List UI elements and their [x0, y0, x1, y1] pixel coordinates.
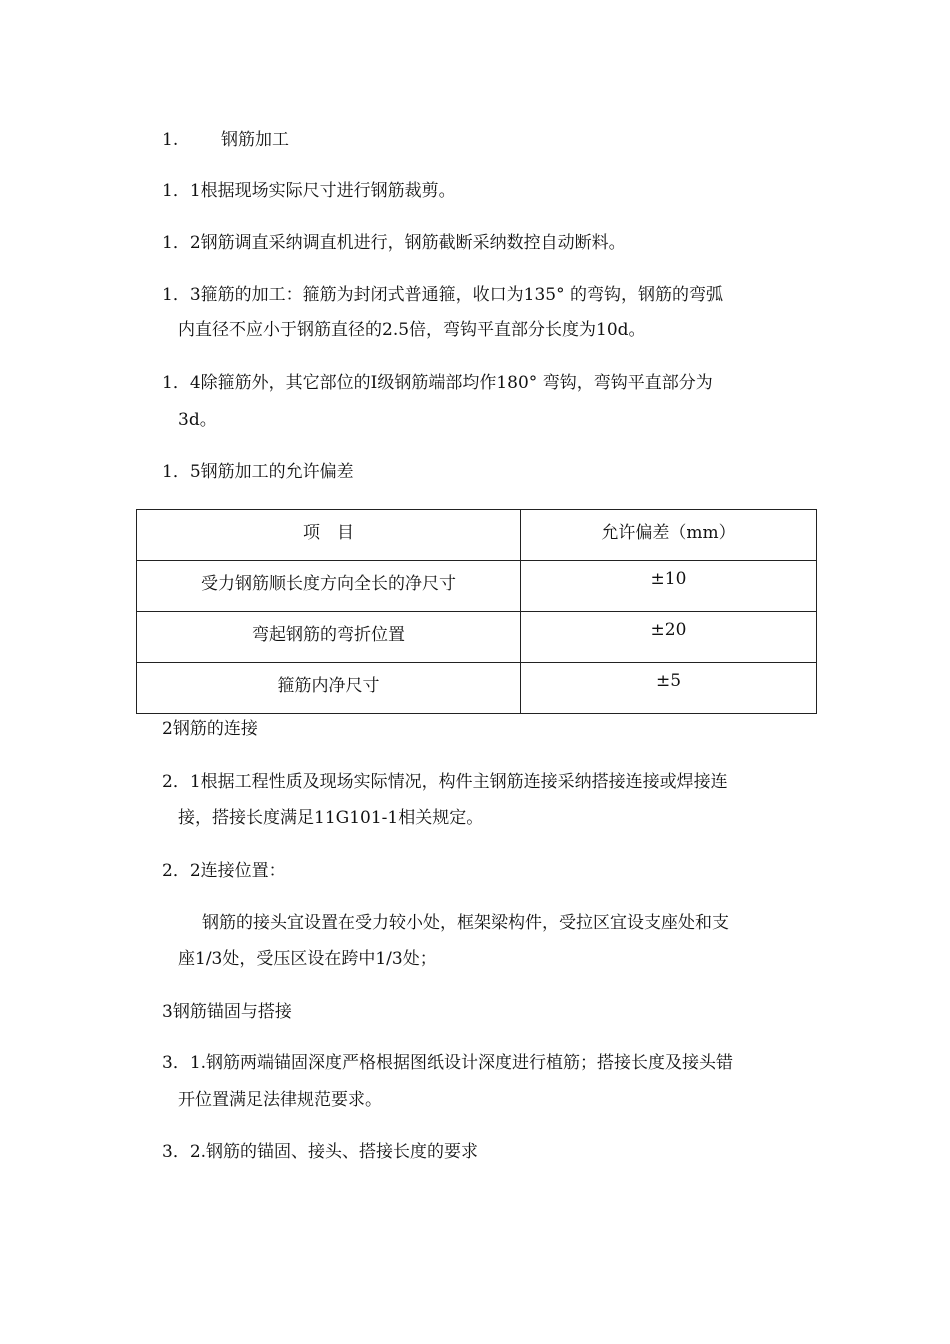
section-2-heading: 2钢筋的连接	[162, 719, 258, 739]
table-cell-item: 箍筋内净尺寸	[137, 663, 521, 714]
item-3-1-line2: 开位置满足法律规范要求。	[178, 1090, 382, 1110]
table-row	[137, 663, 817, 714]
table-header-cell: 项 目	[137, 510, 521, 561]
item-1-4-line1: 1．4除箍筋外，其它部位的Ⅰ级钢筋端部均作180° 弯钩，弯钩平直部分为	[162, 373, 713, 393]
item-1-3-line2: 内直径不应小于钢筋直径的2.5倍，弯钩平直部分长度为10d。	[178, 320, 646, 340]
tolerance-table	[136, 509, 817, 714]
section-1-number: 1.	[162, 130, 179, 150]
connection-paragraph-line1: 钢筋的接头宜设置在受力较小处，框架梁构件，受拉区宜设支座处和支	[202, 913, 729, 933]
item-1-1: 1．1根据现场实际尺寸进行钢筋裁剪。	[162, 181, 456, 201]
table-cell-tolerance: ±10	[521, 561, 817, 612]
table-cell-item: 受力钢筋顺长度方向全长的净尺寸	[137, 561, 521, 612]
section-1-title: 钢筋加工	[221, 130, 290, 150]
item-1-5: 1．5钢筋加工的允许偏差	[162, 462, 354, 482]
item-3-2: 3．2.钢筋的锚固、接头、搭接长度的要求	[162, 1142, 479, 1162]
section-1-heading	[162, 130, 289, 150]
table-cell-item: 弯起钢筋的弯折位置	[137, 612, 521, 663]
item-1-2: 1．2钢筋调直采纳调直机进行，钢筋截断采纳数控自动断料。	[162, 233, 626, 253]
table-header-cell: 允许偏差（mm）	[521, 510, 817, 561]
table-cell-tolerance: ±5	[521, 663, 817, 714]
table-cell-tolerance: ±20	[521, 612, 817, 663]
table-row	[137, 561, 817, 612]
item-1-4-line2: 3d。	[178, 410, 217, 430]
item-2-2: 2．2连接位置：	[162, 861, 286, 881]
connection-paragraph-line2: 座1/3处，受压区设在跨中1/3处；	[178, 949, 437, 969]
table-header-row	[137, 510, 817, 561]
item-1-3-line1: 1．3箍筋的加工：箍筋为封闭式普通箍，收口为135° 的弯钩，钢筋的弯弧	[162, 285, 723, 305]
section-3-heading: 3钢筋锚固与搭接	[162, 1002, 292, 1022]
item-2-1-line1: 2．1根据工程性质及现场实际情况，构件主钢筋连接采纳搭接连接或焊接连	[162, 772, 728, 792]
table-row	[137, 612, 817, 663]
item-2-1-line2: 接，搭接长度满足11G101-1相关规定。	[178, 808, 484, 828]
item-3-1-line1: 3．1.钢筋两端锚固深度严格根据图纸设计深度进行植筋；搭接长度及接头错	[162, 1053, 734, 1073]
